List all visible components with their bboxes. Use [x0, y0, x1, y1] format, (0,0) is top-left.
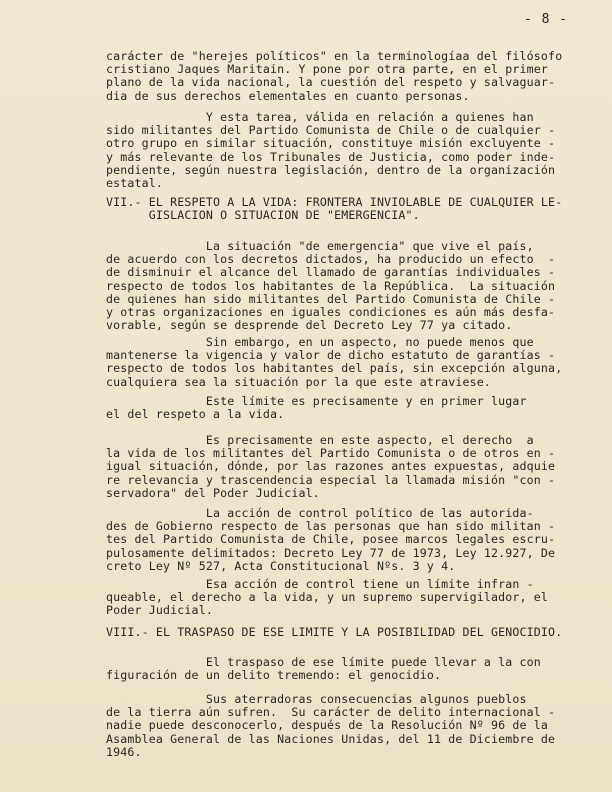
text-line: la vida de los militantes del Partido Comunista o de otros en -: [106, 446, 556, 461]
paragraph-2: [106, 111, 576, 190]
text-line: re relevancia y trascendencia especial la llamada misión "con -: [106, 472, 556, 487]
paragraph-4: [106, 336, 576, 389]
text-line: de disminuir el alcance del llamado de garantías individuales -: [106, 265, 556, 280]
text-line: pendiente, según nuestra legislación, dentro de la organización: [106, 162, 556, 177]
heading-line: GISLACION O SITUACION DE "EMERGENCIA".: [106, 208, 420, 223]
text-line: el del respeto a la vida.: [106, 407, 285, 422]
page-number: - 8 -: [524, 12, 569, 27]
text-line: y otras organizaciones en iguales condiciones es aún más desfa-: [106, 305, 556, 320]
text-line: otro grupo en similar situación, constituye misión excluyente -: [106, 136, 556, 151]
text-line: figuración de un delito tremendo: el genocidio.: [106, 668, 442, 683]
text-line: de acuerdo con los decretos dictados, ha producido un efecto -: [106, 252, 556, 267]
paragraph-3: [106, 240, 576, 332]
section-heading-vii: [106, 196, 576, 222]
text-line: vorable, según se desprende del Decreto Ley 77 ya citado.: [106, 318, 513, 333]
text-line: sido militantes del Partido Comunista de Chile o de cualquier -: [106, 123, 556, 138]
text-line: respecto de todos los habitantes del país, sin excepción alguna,: [106, 361, 563, 376]
text-line: Esa acción de control tiene un límite infran -: [106, 577, 534, 591]
text-line: La acción de control político de las autorida-: [106, 506, 534, 520]
text-line: servadora" del Poder Judicial.: [106, 485, 320, 500]
text-line: respecto de todos los habitantes de la República. La situación: [106, 278, 556, 293]
text-line: tes del Partido Comunista de Chile, posee marcos legales escru-: [106, 532, 556, 547]
paragraph-1: [106, 50, 576, 103]
paragraph-10: [106, 693, 576, 759]
text-line: Sin embargo, en un aspecto, no puede menos que: [106, 335, 534, 349]
text-line: El traspaso de ese límite puede llevar a la con: [106, 655, 541, 669]
text-line: pulosamente delimitados: Decreto Ley 77 de 1973, Ley 12.927, De: [106, 545, 556, 560]
text-line: Es precisamente en este aspecto, el derecho a: [106, 433, 534, 447]
text-line: carácter de "herejes políticos" en la terminologíaa del filósofo: [106, 49, 563, 63]
text-line: 1946.: [106, 744, 142, 759]
paragraph-8: [106, 578, 576, 618]
text-line: des de Gobierno respecto de las personas que han sido militan -: [106, 519, 556, 534]
paragraph-7: [106, 507, 576, 573]
heading-line: VIII.- EL TRASPASO DE ESE LIMITE Y LA POSIBILIDAD DEL GENOCIDIO.: [106, 625, 563, 639]
paragraph-5: [106, 395, 576, 421]
paragraph-6: [106, 434, 576, 500]
text-line: y más relevante de los Tribunales de Justicia, como poder inde-: [106, 149, 556, 164]
text-line: de quienes han sido militantes del Partido Comunista de Chile -: [106, 291, 556, 306]
text-line: Este límite es precisamente y en primer lugar: [106, 394, 527, 408]
paragraph-9: [106, 656, 576, 682]
text-line: dia de sus derechos elementales en cuanto personas.: [106, 88, 470, 103]
text-line: Asamblea General de las Naciones Unidas, del 11 de Diciembre de: [106, 731, 556, 746]
text-line: La situación "de emergencia" que vive el país,: [106, 239, 534, 253]
section-heading-viii: [106, 626, 576, 639]
text-line: estatal.: [106, 176, 164, 191]
text-line: igual situación, dónde, por las razones antes expuestas, adquie: [106, 459, 556, 474]
text-line: nadie puede desconocerlo, después de la Resolución Nº 96 de la: [106, 718, 549, 733]
text-line: cristiano Jaques Maritain. Y pone por otra parte, en el primer: [106, 62, 549, 77]
text-line: creto Ley Nº 527, Acta Constitucional Nºs. 3 y 4.: [106, 558, 456, 573]
text-line: plano de la vida nacional, la cuestión del respeto y salvaguar-: [106, 75, 556, 90]
text-line: Y esta tarea, válida en relación a quienes han: [106, 110, 534, 124]
text-line: cualquiera sea la situación por la que este atraviese.: [106, 374, 492, 389]
text-line: Sus aterradoras consecuencias algunos pueblos: [106, 692, 527, 706]
text-line: mantenerse la vigencia y valor de dicho estatuto de garantías -: [106, 348, 556, 363]
text-line: Poder Judicial.: [106, 603, 213, 618]
heading-line: VII.- EL RESPETO A LA VIDA: FRONTERA INVIOLABLE DE CUALQUIER LE-: [106, 195, 563, 209]
text-line: de la tierra aún sufren. Su carácter de delito internacional -: [106, 705, 556, 720]
text-line: queable, el derecho a la vida, y un supremo supervigilador, el: [106, 590, 549, 605]
